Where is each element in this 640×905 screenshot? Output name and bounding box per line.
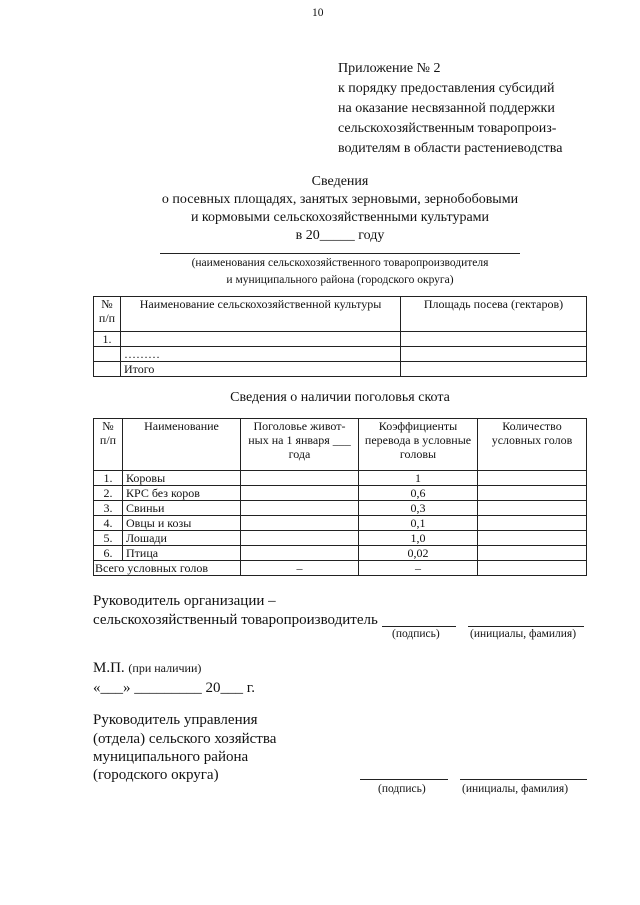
cell bbox=[241, 471, 359, 486]
cell: КРС без коров bbox=[123, 486, 241, 501]
cell bbox=[241, 501, 359, 516]
cell bbox=[241, 486, 359, 501]
appendix-line: на оказание несвязанной поддержки bbox=[338, 101, 555, 116]
total-row bbox=[94, 561, 587, 576]
cell bbox=[478, 546, 587, 561]
header-cell: Наименование bbox=[123, 419, 241, 471]
name-caption: (инициалы, фамилия) bbox=[462, 783, 569, 795]
title-line: о посевных площадях, занятых зерновыми, зернобобовыми bbox=[161, 192, 519, 207]
header-cell: № п/п bbox=[94, 297, 121, 332]
signer-title: сельскохозяйственный товаропроизводитель bbox=[93, 612, 378, 628]
header-cell: Количество условных голов bbox=[478, 419, 587, 471]
cell bbox=[401, 362, 587, 377]
appendix-line: к порядку предоставления субсидий bbox=[338, 81, 555, 96]
cell: 0,6 bbox=[359, 486, 478, 501]
table-row bbox=[94, 531, 587, 546]
signer-title: Руководитель управления bbox=[93, 712, 258, 728]
cell: ……… bbox=[121, 347, 401, 362]
header-cell: Коэффициенты перевода в условные головы bbox=[359, 419, 478, 471]
table-row bbox=[94, 347, 587, 362]
cell: Овцы и козы bbox=[123, 516, 241, 531]
title-line: и кормовыми сельскохозяйственными культурами bbox=[190, 210, 490, 225]
cell: 5. bbox=[94, 531, 123, 546]
cell: Коровы bbox=[123, 471, 241, 486]
table-row bbox=[94, 332, 587, 347]
signer-title: Руководитель организации – bbox=[93, 593, 276, 609]
table-row bbox=[94, 501, 587, 516]
cell: 0,02 bbox=[359, 546, 478, 561]
signature-caption: (подпись) bbox=[392, 628, 440, 640]
cell: 6. bbox=[94, 546, 123, 561]
signer-title: (отдела) сельского хозяйства bbox=[93, 731, 277, 747]
header-cell: Площадь посева (гектаров) bbox=[401, 297, 587, 332]
name-underline bbox=[160, 253, 520, 254]
page-number: 10 bbox=[312, 7, 324, 19]
cell: – bbox=[241, 561, 359, 576]
title-line: Сведения bbox=[311, 174, 369, 189]
appendix-line: водителям в области растениеводства bbox=[338, 141, 563, 156]
cell: Свиньи bbox=[123, 501, 241, 516]
cell: 0,3 bbox=[359, 501, 478, 516]
signature-caption: (подпись) bbox=[378, 783, 426, 795]
cell bbox=[478, 531, 587, 546]
cell: 2. bbox=[94, 486, 123, 501]
cell bbox=[241, 546, 359, 561]
total-label: Всего условных голов bbox=[94, 561, 241, 576]
cell: 1,0 bbox=[359, 531, 478, 546]
appendix-line: Приложение № 2 bbox=[338, 61, 441, 76]
cell bbox=[478, 486, 587, 501]
cell: 4. bbox=[94, 516, 123, 531]
table-row bbox=[94, 516, 587, 531]
cell: 0,1 bbox=[359, 516, 478, 531]
cell: 1. bbox=[94, 332, 121, 347]
cell bbox=[401, 332, 587, 347]
name-caption: (инициалы, фамилия) bbox=[470, 628, 577, 640]
crops-table bbox=[93, 296, 587, 377]
cell bbox=[241, 531, 359, 546]
name-line[interactable] bbox=[460, 779, 587, 780]
table-row bbox=[94, 471, 587, 486]
cell bbox=[478, 561, 587, 576]
table-row bbox=[94, 546, 587, 561]
cell bbox=[478, 516, 587, 531]
cell: 3. bbox=[94, 501, 123, 516]
stamp-note: (при наличии) bbox=[128, 661, 202, 675]
cell: 1 bbox=[359, 471, 478, 486]
cell bbox=[94, 362, 121, 377]
cell: – bbox=[359, 561, 478, 576]
cell bbox=[94, 347, 121, 362]
stamp-label: М.П. bbox=[93, 660, 125, 676]
livestock-table bbox=[93, 418, 587, 576]
cell bbox=[478, 471, 587, 486]
livestock-title: Сведения о наличии поголовья скота bbox=[230, 390, 450, 405]
header-cell: № п/п bbox=[94, 419, 123, 471]
header-cell: Поголовье живот-ных на 1 января ___ года bbox=[241, 419, 359, 471]
signer-title: муниципального района bbox=[93, 749, 249, 765]
signer-title: (городского округа) bbox=[93, 767, 219, 783]
title-caption: (наименования сельскохозяйственного товаропроизводителя bbox=[191, 257, 489, 269]
cell: 1. bbox=[94, 471, 123, 486]
table-row bbox=[94, 486, 587, 501]
appendix-line: сельскохозяйственным товаропроиз- bbox=[338, 121, 557, 136]
title-line: в 20_____ году bbox=[295, 228, 385, 243]
cell: Итого bbox=[121, 362, 401, 377]
cell: Лошади bbox=[123, 531, 241, 546]
cell bbox=[241, 516, 359, 531]
cell bbox=[401, 347, 587, 362]
header-cell: Наименование сельскохозяйственной культуры bbox=[121, 297, 401, 332]
date-field: «___» _________ 20___ г. bbox=[93, 680, 255, 696]
cell bbox=[121, 332, 401, 347]
table-row bbox=[94, 362, 587, 377]
cell: Птица bbox=[123, 546, 241, 561]
cell bbox=[478, 501, 587, 516]
signature-line[interactable] bbox=[360, 779, 448, 780]
title-caption: и муниципального района (городского округа) bbox=[226, 274, 454, 286]
